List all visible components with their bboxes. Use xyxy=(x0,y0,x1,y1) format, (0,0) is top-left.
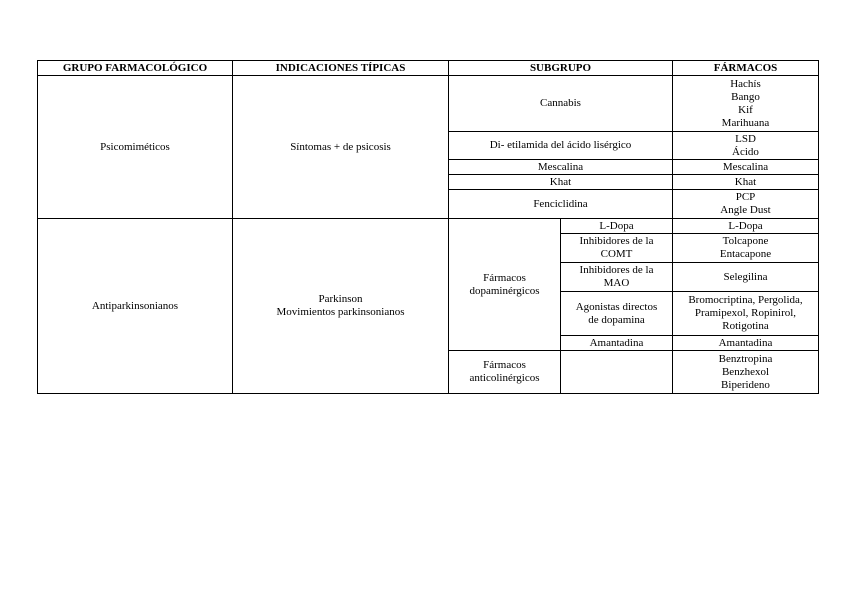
drugs-cell: Benztropina Benzhexol Biperideno xyxy=(673,351,819,394)
subsubgroup-cell: Amantadina xyxy=(561,336,673,351)
drugs-cell: Khat xyxy=(673,175,819,190)
drugs-cell: LSD Ácido xyxy=(673,132,819,160)
subgroup-cell: Khat xyxy=(449,175,673,190)
subgroup-cell: Di- etilamida del ácido lisérgico xyxy=(449,132,673,160)
indication-cell: Parkinson Movimientos parkinsonianos xyxy=(233,219,449,394)
subsubgroup-cell: Agonistas directos de dopamina xyxy=(561,292,673,336)
table-row xyxy=(38,219,819,234)
header-farmacos: FÁRMACOS xyxy=(673,61,819,76)
subgroup-cell: Fenciclidina xyxy=(449,190,673,219)
table-row xyxy=(38,76,819,132)
subsubgroup-cell: L-Dopa xyxy=(561,219,673,234)
drugs-cell: Hachís Bango Kif Marihuana xyxy=(673,76,819,132)
drugs-cell: Tolcapone Entacapone xyxy=(673,234,819,263)
subgroup-cell: Fármacos dopaminérgicos xyxy=(449,219,561,351)
drugs-cell: Bromocriptina, Pergolida, Pramipexol, Ropinirol, Rotigotina xyxy=(673,292,819,336)
header-grupo: GRUPO FARMACOLÓGICO xyxy=(38,61,233,76)
indication-cell: Síntomas + de psicosis xyxy=(233,76,449,219)
drugs-cell: Mescalina xyxy=(673,160,819,175)
subgroup-cell: Fármacos anticolinérgicos xyxy=(449,351,561,394)
subgroup-cell: Mescalina xyxy=(449,160,673,175)
header-subgrupo: SUBGRUPO xyxy=(449,61,673,76)
subsubgroup-cell: Inhibidores de la MAO xyxy=(561,263,673,292)
subsubgroup-cell: Inhibidores de la COMT xyxy=(561,234,673,263)
drugs-cell: L-Dopa xyxy=(673,219,819,234)
group-cell: Antiparkinsonianos xyxy=(38,219,233,394)
drugs-cell: PCP Angle Dust xyxy=(673,190,819,219)
pharmacology-table xyxy=(37,60,819,394)
drugs-cell: Amantadina xyxy=(673,336,819,351)
subgroup-cell: Cannabis xyxy=(449,76,673,132)
subsubgroup-cell xyxy=(561,351,673,394)
drugs-cell: Selegilina xyxy=(673,263,819,292)
group-cell: Psicomiméticos xyxy=(38,76,233,219)
header-indicaciones: INDICACIONES TÍPICAS xyxy=(233,61,449,76)
table-header-row xyxy=(38,61,819,76)
